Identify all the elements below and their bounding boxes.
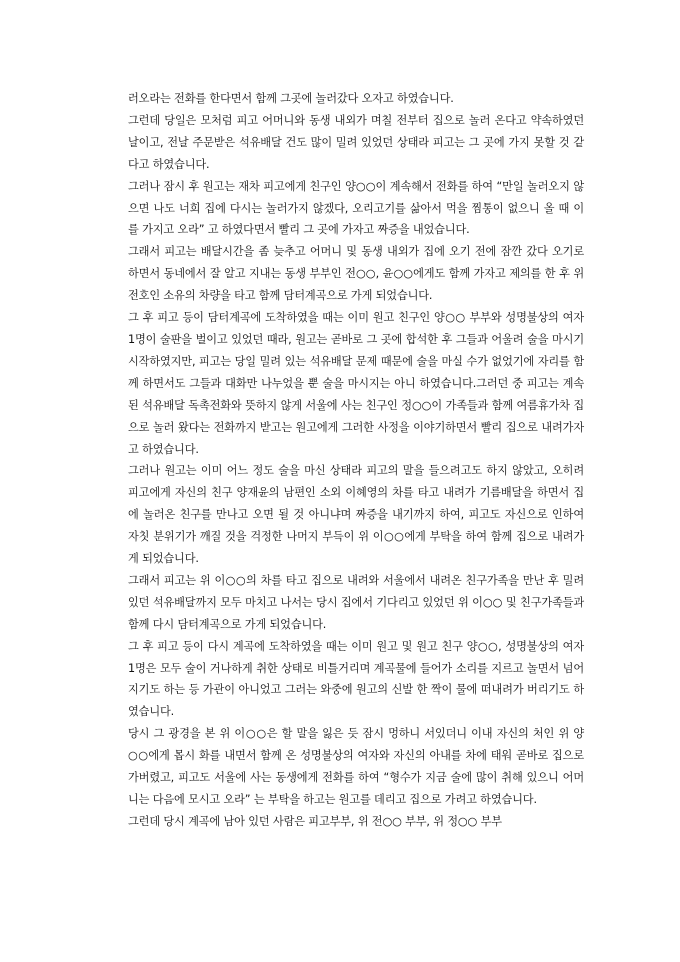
paragraph: 그런데 당시 계곡에 남아 있던 사람은 피고부부, 위 전○○ 부부, 위 정○○ 부부 [128,814,502,828]
document-page [128,88,584,833]
paragraph: 그런데 당일은 모처럼 피고 어머니와 동생 내외가 며칠 전부터 집으로 놀러 온다고 약속하였던 날이고, 전날 주문받은 석유배달 건도 많이 밀려 있었던 상태라 피고는 그 곳에 가지 못할 것 같다고 하였습니다. [128,113,584,171]
paragraph: 러오라는 전화를 한다면서 함께 그곳에 놀러갔다 오자고 하였습니다. [128,92,454,105]
paragraph: 그 후 피고 등이 담터계곡에 도착하였을 때는 이미 원고 친구인 양○○ 부부와 성명불상의 여자 1명이 술판을 벌이고 있었던 때라, 원고는 곧바로 그 곳에 합석한 후 그들과 어울려 술을 마시기 시작하였지만, 피고는 당일 밀려 있는 석유배달 문제 때문에 술을 마실 수가 없었기에 자리를 함께 하면서도 그들과 대화만 나누었을 뿐 술을 마시지는 아니 하였습니다.그러던 중 피고는 계속된 석유배달 독촉전화와 뜻하지 않게 서울에 사는 친구인 정○○이 가족들과 함께 여름휴가차 집으로 놀러 왔다는 전화까지 받고는 원고에게 그러한 사정을 이야기하면서 빨리 집으로 내려가자고 하였습니다. [128,311,584,456]
paragraph: 그래서 피고는 배달시간을 좀 늦추고 어머니 및 동생 내외가 집에 오기 전에 잠깐 갔다 오기로 하면서 동네에서 잘 알고 지내는 동생 부부인 전○○, 윤○○에게도 함께 가자고 제의를 한 후 위 전호인 소유의 차량을 타고 함께 담터계곡으로 가게 되었습니다. [128,245,584,303]
paragraph: 그 후 피고 등이 다시 계곡에 도착하였을 때는 이미 원고 및 원고 친구 양○○, 성명불상의 여자 1명은 모두 술이 거나하게 취한 상태로 비틀거리며 계곡물에 들어가 소리를 지르고 놀면서 넘어지기도 하는 등 가관이 아니었고 그러는 와중에 원고의 신발 한 짝이 물에 떠내려가 버리기도 하였습니다. [128,639,584,719]
paragraph: 그러나 잠시 후 원고는 재차 피고에게 친구인 양○○이 계속해서 전화를 하여 “만일 놀러오지 않으면 나도 너희 집에 다시는 놀러가지 않겠다, 오리고기를 삶아서 먹을 찜통이 없으니 올 때 이를 가지고 오라” 고 하였다면서 빨리 그 곳에 가자고 짜증을 내었습니다. [128,179,584,237]
paragraph: 그래서 피고는 위 이○○의 차를 타고 집으로 내려와 서울에서 내려온 친구가족을 만난 후 밀려 있던 석유배달까지 모두 마치고 나서는 당시 집에서 기다리고 있었던 위 이○○ 및 친구가족들과 함께 다시 담터계곡으로 가게 되었습니다. [128,573,584,631]
paragraph: 당시 그 광경을 본 위 이○○은 할 말을 잃은 듯 잠시 멍하니 서있더니 이내 자신의 처인 위 양○○에게 몹시 화를 내면서 함께 온 성명불상의 여자와 자신의 아내를 차에 태워 곧바로 집으로 가버렸고, 피고도 서울에 사는 동생에게 전화를 하여 “형수가 지금 술에 많이 취해 있으니 어머니는 다음에 모시고 오라” 는 부탁을 하고는 원고를 데리고 집으로 가려고 하였습니다. [128,727,584,806]
paragraph: 그러나 원고는 이미 어느 정도 술을 마신 상태라 피고의 말을 들으려고도 하지 않았고, 오히려 피고에게 자신의 친구 양재윤의 남편인 소외 이혜영의 차를 타고 내려가 기름배달을 하면서 집에 놀러온 친구를 만나고 오면 될 것 아니냐며 짜증을 내기까지 하여, 피고도 자신으로 인하여 자칫 분위기가 깨질 것을 걱정한 나머지 부득이 위 이○○에게 부탁을 하여 함께 집으로 내려가게 되었습니다. [128,464,584,566]
